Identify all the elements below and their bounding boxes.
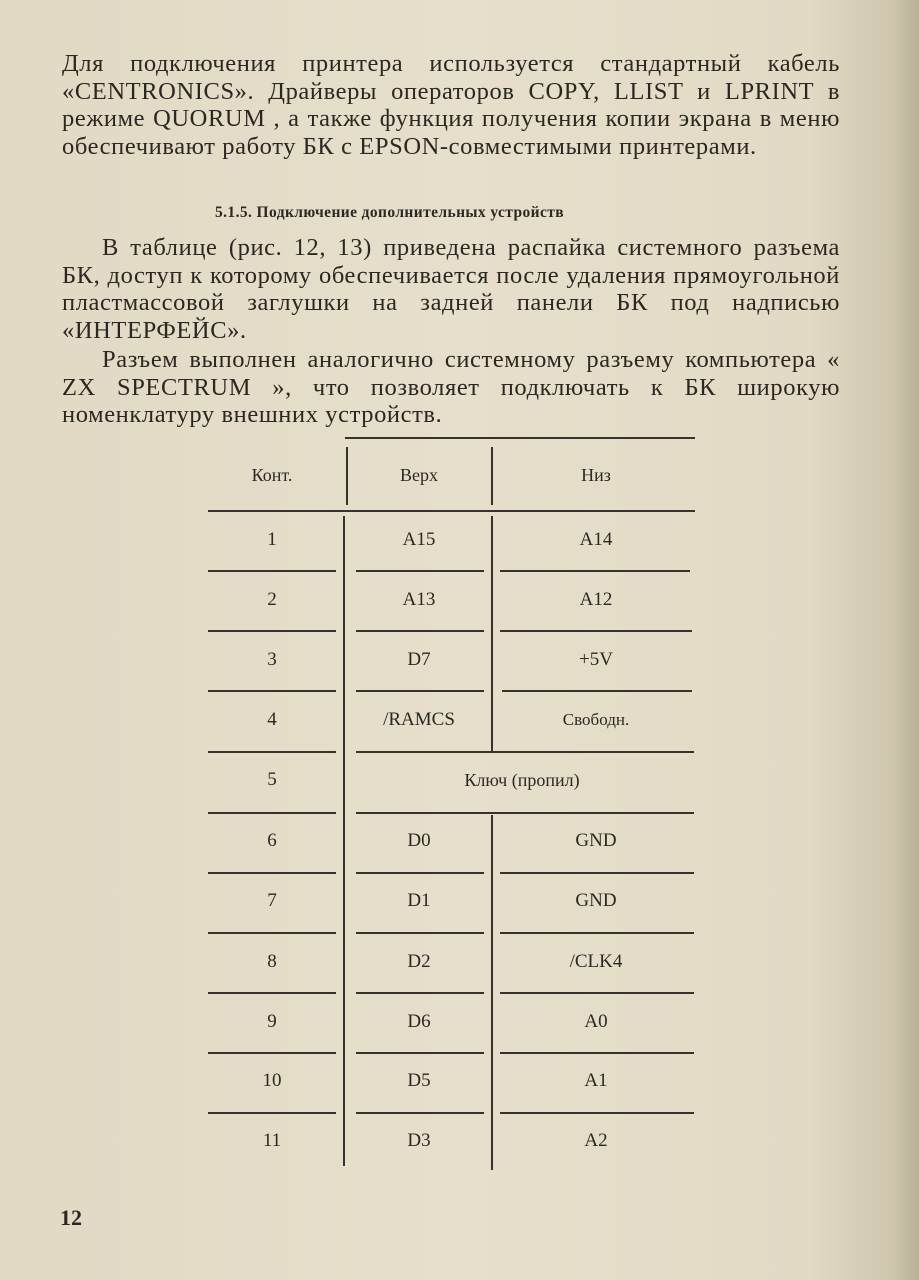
row-3-contact: 3 <box>267 649 277 670</box>
row-2-contact: 2 <box>267 589 277 610</box>
row-rule <box>356 690 484 692</box>
row-8-top: D2 <box>407 951 431 972</box>
column-divider-1 <box>343 516 345 1166</box>
row-9-top: D6 <box>407 1011 431 1032</box>
row-5-contact: 5 <box>267 769 277 790</box>
row-11-contact: 11 <box>262 1130 282 1151</box>
row-10-contact: 10 <box>262 1070 282 1091</box>
row-1-bottom: A14 <box>579 529 613 550</box>
row-rule <box>356 630 484 632</box>
row-9-contact: 9 <box>267 1011 277 1032</box>
row-rule <box>500 1112 694 1114</box>
row-4-contact: 4 <box>267 709 277 730</box>
row-rule <box>356 1052 484 1054</box>
row-rule <box>356 992 484 994</box>
row-9-bottom: A0 <box>584 1011 608 1032</box>
row-rule <box>356 751 694 753</box>
row-rule <box>500 872 694 874</box>
row-7-contact: 7 <box>267 890 277 911</box>
row-rule <box>208 570 336 572</box>
paragraph-zx-compat: Разъем выполнен аналогично системному разъему компьютера « ZX SPECTRUM », что позволяет подключать к БК широкую номенклатуру внешних устройств. <box>62 346 840 428</box>
row-6-contact: 6 <box>267 830 277 851</box>
table-top-rule <box>345 437 695 439</box>
row-7-top: D1 <box>407 890 431 911</box>
header-bottom: Низ <box>581 465 611 485</box>
row-rule <box>208 812 336 814</box>
paragraph-connector-pinout: В таблице (рис. 12, 13) приведена распайка системного разъема БК, доступ к которому обеспечивается после удаления прямоугольной пластмассовой заглушки на задней панели БК под надписью «ИНТЕРФЕЙС». <box>62 234 840 344</box>
header-divider-2 <box>491 447 493 505</box>
table-header-rule <box>208 510 695 512</box>
page-number: 12 <box>60 1205 82 1230</box>
paragraph-printer: Для подключения принтера используется стандартный кабель «CENTRONICS». Драйверы операторов COPY, LLIST и LPRINT в режиме QUORUM , а также функция получения копии экрана в меню обеспечивают работу БК с EPSON-совместимыми принтерами. <box>62 50 840 160</box>
row-rule <box>208 1052 336 1054</box>
header-contact: Конт. <box>251 465 293 485</box>
row-10-top: D5 <box>407 1070 431 1091</box>
column-divider-2-upper <box>491 516 493 751</box>
row-rule <box>208 751 336 753</box>
row-1-contact: 1 <box>267 529 277 550</box>
row-5-key-slot: Ключ (пропил) <box>464 770 580 790</box>
row-2-bottom: A12 <box>579 589 613 610</box>
row-rule <box>500 1052 694 1054</box>
section-heading: 5.1.5. Подключение дополнительных устройств <box>215 204 565 221</box>
row-rule <box>502 690 692 692</box>
row-11-bottom: A2 <box>584 1130 608 1151</box>
row-rule <box>208 690 336 692</box>
row-rule <box>208 630 336 632</box>
row-rule <box>500 630 692 632</box>
row-rule <box>356 872 484 874</box>
column-divider-2-lower <box>491 815 493 1170</box>
row-6-top: D0 <box>407 830 431 851</box>
row-rule <box>500 932 694 934</box>
row-rule <box>500 570 690 572</box>
row-rule <box>208 1112 336 1114</box>
row-rule <box>356 1112 484 1114</box>
row-11-top: D3 <box>407 1130 431 1151</box>
row-8-bottom: /CLK4 <box>569 951 623 972</box>
row-8-contact: 8 <box>267 951 277 972</box>
row-6-bottom: GND <box>575 830 617 851</box>
row-3-top: D7 <box>407 649 431 670</box>
row-rule <box>208 872 336 874</box>
row-rule <box>356 570 484 572</box>
row-3-bottom: +5V <box>579 649 613 670</box>
header-top: Верх <box>400 465 438 485</box>
row-rule <box>500 992 694 994</box>
row-2-top: A13 <box>402 589 436 610</box>
row-rule <box>356 812 694 814</box>
row-rule <box>208 932 336 934</box>
row-4-top: /RAMCS <box>383 709 455 730</box>
row-rule <box>356 932 484 934</box>
row-4-bottom: Свободн. <box>562 710 630 729</box>
row-1-top: A15 <box>402 529 436 550</box>
row-rule <box>208 992 336 994</box>
row-7-bottom: GND <box>575 890 617 911</box>
row-10-bottom: A1 <box>584 1070 608 1091</box>
